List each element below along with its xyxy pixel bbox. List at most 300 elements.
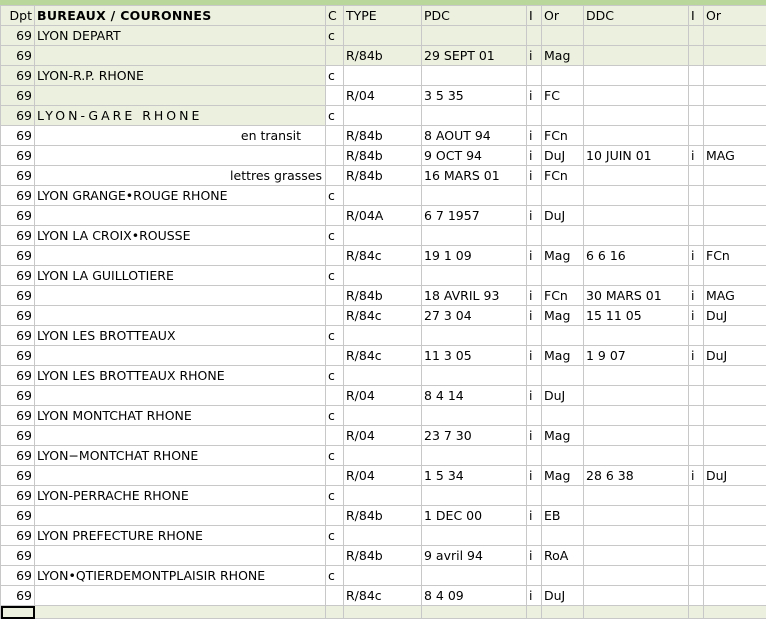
cell-ddc[interactable]: 15 11 05	[584, 306, 689, 326]
cell-c[interactable]	[326, 146, 344, 166]
cell-bureau[interactable]	[35, 446, 326, 466]
cell-c[interactable]	[326, 206, 344, 226]
cell-dpt[interactable]: 69	[1, 206, 35, 226]
cell-i1[interactable]: i	[527, 386, 542, 406]
cell-type[interactable]: R/04	[344, 86, 422, 106]
cell-ddc[interactable]	[584, 406, 689, 426]
cell-i1[interactable]	[527, 566, 542, 586]
cell-or1[interactable]: Mag	[542, 466, 584, 486]
cell-or1[interactable]	[542, 526, 584, 546]
cell-i1[interactable]: i	[527, 166, 542, 186]
cell-ddc[interactable]	[584, 266, 689, 286]
selected-cell[interactable]	[1, 606, 35, 619]
cell-c[interactable]	[326, 86, 344, 106]
cell-bureau[interactable]	[35, 186, 326, 206]
cell-type[interactable]: R/04A	[344, 206, 422, 226]
cell-dpt[interactable]: 69	[1, 566, 35, 586]
cell-or2[interactable]	[704, 186, 766, 206]
cell-c[interactable]: c	[326, 366, 344, 386]
cell-i2[interactable]	[689, 46, 704, 66]
cell-i2[interactable]	[689, 386, 704, 406]
cell-dpt[interactable]: 69	[1, 46, 35, 66]
cell-pdc[interactable]	[422, 486, 527, 506]
cell-bureau[interactable]	[35, 506, 326, 526]
cell-c[interactable]	[326, 306, 344, 326]
cell-or1[interactable]	[542, 266, 584, 286]
cell-or2[interactable]	[704, 586, 766, 606]
cell-or1[interactable]: DuJ	[542, 146, 584, 166]
cell-dpt[interactable]: 69	[1, 446, 35, 466]
cell-dpt[interactable]: 69	[1, 326, 35, 346]
cell-type[interactable]: R/84b	[344, 126, 422, 146]
cell-or1[interactable]: EB	[542, 506, 584, 526]
header-i1[interactable]: I	[527, 6, 542, 26]
cell-pdc[interactable]: 8 4 09	[422, 586, 527, 606]
cell-i2[interactable]: i	[689, 246, 704, 266]
cell-type[interactable]	[344, 266, 422, 286]
cell-type[interactable]	[344, 366, 422, 386]
cell-or1[interactable]: DuJ	[542, 386, 584, 406]
cell-c[interactable]	[326, 166, 344, 186]
cell-or2[interactable]	[704, 126, 766, 146]
cell-i2[interactable]	[689, 206, 704, 226]
cell-type[interactable]: R/84b	[344, 46, 422, 66]
cell-c[interactable]: c	[326, 186, 344, 206]
cell-c[interactable]: c	[326, 106, 344, 126]
cell-i2[interactable]	[689, 486, 704, 506]
cell-ddc[interactable]	[584, 526, 689, 546]
cell-bureau[interactable]	[35, 46, 326, 66]
cell-bureau[interactable]	[35, 586, 326, 606]
cell-type[interactable]: R/04	[344, 426, 422, 446]
cell-or2[interactable]: DuJ	[704, 466, 766, 486]
cell-c[interactable]	[326, 46, 344, 66]
cell-bureau[interactable]	[35, 546, 326, 566]
cell-i1[interactable]	[527, 326, 542, 346]
cell-ddc[interactable]	[584, 366, 689, 386]
cell-or1[interactable]	[542, 26, 584, 46]
cell-type[interactable]: R/84c	[344, 246, 422, 266]
cell-ddc[interactable]	[584, 226, 689, 246]
cell-i1[interactable]: i	[527, 506, 542, 526]
cell-or2[interactable]: DuJ	[704, 346, 766, 366]
cell-dpt[interactable]: 69	[1, 546, 35, 566]
cell-c[interactable]: c	[326, 526, 344, 546]
cell-or2[interactable]: DuJ	[704, 306, 766, 326]
cell-or1[interactable]: FCn	[542, 126, 584, 146]
empty-cell[interactable]	[584, 606, 689, 619]
cell-c[interactable]: c	[326, 486, 344, 506]
cell-c[interactable]: c	[326, 326, 344, 346]
cell-type[interactable]: R/04	[344, 466, 422, 486]
cell-bureau[interactable]	[35, 326, 326, 346]
cell-dpt[interactable]: 69	[1, 226, 35, 246]
cell-c[interactable]: c	[326, 66, 344, 86]
cell-i1[interactable]	[527, 66, 542, 86]
cell-or1[interactable]	[542, 326, 584, 346]
cell-c[interactable]: c	[326, 266, 344, 286]
cell-bureau[interactable]	[35, 526, 326, 546]
cell-pdc[interactable]	[422, 446, 527, 466]
cell-or2[interactable]	[704, 166, 766, 186]
cell-or2[interactable]: MAG	[704, 146, 766, 166]
cell-pdc[interactable]: 16 MARS 01	[422, 166, 527, 186]
cell-i1[interactable]	[527, 106, 542, 126]
header-ddc[interactable]: DDC	[584, 6, 689, 26]
cell-ddc[interactable]	[584, 426, 689, 446]
cell-pdc[interactable]: 3 5 35	[422, 86, 527, 106]
cell-bureau[interactable]	[35, 146, 326, 166]
cell-pdc[interactable]: 23 7 30	[422, 426, 527, 446]
cell-or1[interactable]	[542, 566, 584, 586]
cell-dpt[interactable]: 69	[1, 486, 35, 506]
cell-dpt[interactable]: 69	[1, 126, 35, 146]
cell-or2[interactable]	[704, 66, 766, 86]
cell-i2[interactable]	[689, 526, 704, 546]
cell-i1[interactable]: i	[527, 586, 542, 606]
cell-dpt[interactable]: 69	[1, 346, 35, 366]
cell-c[interactable]	[326, 546, 344, 566]
cell-pdc[interactable]	[422, 106, 527, 126]
cell-or1[interactable]: Mag	[542, 346, 584, 366]
cell-i1[interactable]	[527, 526, 542, 546]
cell-pdc[interactable]	[422, 326, 527, 346]
cell-ddc[interactable]	[584, 26, 689, 46]
cell-dpt[interactable]: 69	[1, 426, 35, 446]
cell-i2[interactable]: i	[689, 306, 704, 326]
cell-i2[interactable]	[689, 126, 704, 146]
cell-type[interactable]: R/04	[344, 386, 422, 406]
cell-bureau[interactable]	[35, 306, 326, 326]
cell-c[interactable]: c	[326, 446, 344, 466]
cell-i1[interactable]: i	[527, 466, 542, 486]
cell-i2[interactable]	[689, 506, 704, 526]
cell-bureau[interactable]	[35, 86, 326, 106]
cell-c[interactable]: c	[326, 226, 344, 246]
cell-c[interactable]	[326, 126, 344, 146]
cell-i1[interactable]: i	[527, 426, 542, 446]
cell-bureau[interactable]	[35, 166, 326, 186]
cell-pdc[interactable]: 6 7 1957	[422, 206, 527, 226]
cell-ddc[interactable]	[584, 446, 689, 466]
cell-or1[interactable]	[542, 486, 584, 506]
cell-i2[interactable]	[689, 366, 704, 386]
cell-pdc[interactable]	[422, 406, 527, 426]
cell-i1[interactable]: i	[527, 546, 542, 566]
cell-type[interactable]: R/84c	[344, 586, 422, 606]
cell-ddc[interactable]	[584, 86, 689, 106]
header-c[interactable]: C	[326, 6, 344, 26]
header-bureaux[interactable]: BUREAUX / COURONNES	[35, 6, 326, 26]
cell-bureau[interactable]	[35, 266, 326, 286]
cell-bureau[interactable]	[35, 26, 326, 46]
cell-or2[interactable]	[704, 26, 766, 46]
cell-i2[interactable]	[689, 66, 704, 86]
cell-pdc[interactable]	[422, 186, 527, 206]
cell-pdc[interactable]: 11 3 05	[422, 346, 527, 366]
cell-pdc[interactable]	[422, 26, 527, 46]
cell-ddc[interactable]	[584, 186, 689, 206]
cell-or2[interactable]	[704, 546, 766, 566]
cell-dpt[interactable]: 69	[1, 306, 35, 326]
cell-or1[interactable]: RoA	[542, 546, 584, 566]
cell-i2[interactable]	[689, 86, 704, 106]
cell-type[interactable]	[344, 406, 422, 426]
cell-or1[interactable]: FCn	[542, 286, 584, 306]
cell-i1[interactable]	[527, 446, 542, 466]
cell-i2[interactable]	[689, 106, 704, 126]
cell-or2[interactable]	[704, 426, 766, 446]
empty-cell[interactable]	[344, 606, 422, 619]
cell-i1[interactable]: i	[527, 206, 542, 226]
cell-c[interactable]	[326, 286, 344, 306]
cell-i2[interactable]	[689, 586, 704, 606]
cell-i2[interactable]	[689, 546, 704, 566]
cell-i1[interactable]	[527, 266, 542, 286]
cell-type[interactable]: R/84b	[344, 146, 422, 166]
cell-pdc[interactable]: 27 3 04	[422, 306, 527, 326]
cell-pdc[interactable]: 8 4 14	[422, 386, 527, 406]
cell-i2[interactable]	[689, 26, 704, 46]
cell-bureau[interactable]	[35, 466, 326, 486]
cell-pdc[interactable]	[422, 266, 527, 286]
cell-i2[interactable]	[689, 226, 704, 246]
cell-i1[interactable]: i	[527, 346, 542, 366]
cell-pdc[interactable]	[422, 226, 527, 246]
cell-or1[interactable]	[542, 66, 584, 86]
cell-bureau[interactable]	[35, 126, 326, 146]
cell-i1[interactable]: i	[527, 246, 542, 266]
cell-type[interactable]	[344, 526, 422, 546]
header-dpt[interactable]: Dpt	[1, 6, 35, 26]
cell-i1[interactable]: i	[527, 46, 542, 66]
cell-or2[interactable]	[704, 446, 766, 466]
cell-or2[interactable]	[704, 106, 766, 126]
cell-bureau[interactable]	[35, 406, 326, 426]
cell-type[interactable]: R/84b	[344, 546, 422, 566]
cell-ddc[interactable]	[584, 106, 689, 126]
cell-pdc[interactable]: 8 AOUT 94	[422, 126, 527, 146]
cell-dpt[interactable]: 69	[1, 186, 35, 206]
cell-ddc[interactable]	[584, 166, 689, 186]
cell-c[interactable]	[326, 586, 344, 606]
cell-ddc[interactable]	[584, 46, 689, 66]
cell-c[interactable]: c	[326, 26, 344, 46]
cell-i1[interactable]: i	[527, 286, 542, 306]
cell-type[interactable]: R/84b	[344, 286, 422, 306]
cell-pdc[interactable]	[422, 366, 527, 386]
cell-bureau[interactable]	[35, 486, 326, 506]
cell-i2[interactable]: i	[689, 286, 704, 306]
empty-cell[interactable]	[704, 606, 766, 619]
cell-dpt[interactable]: 69	[1, 366, 35, 386]
cell-or2[interactable]	[704, 366, 766, 386]
cell-ddc[interactable]: 30 MARS 01	[584, 286, 689, 306]
cell-pdc[interactable]: 19 1 09	[422, 246, 527, 266]
cell-type[interactable]	[344, 446, 422, 466]
cell-ddc[interactable]	[584, 326, 689, 346]
cell-ddc[interactable]: 10 JUIN 01	[584, 146, 689, 166]
cell-ddc[interactable]	[584, 566, 689, 586]
empty-cell[interactable]	[35, 606, 326, 619]
cell-or1[interactable]: Mag	[542, 426, 584, 446]
cell-i2[interactable]	[689, 266, 704, 286]
cell-dpt[interactable]: 69	[1, 266, 35, 286]
cell-type[interactable]: R/84c	[344, 306, 422, 326]
cell-i2[interactable]	[689, 326, 704, 346]
cell-bureau[interactable]	[35, 106, 326, 126]
cell-i2[interactable]	[689, 406, 704, 426]
cell-dpt[interactable]: 69	[1, 406, 35, 426]
cell-i2[interactable]: i	[689, 466, 704, 486]
cell-dpt[interactable]: 69	[1, 466, 35, 486]
cell-i1[interactable]: i	[527, 306, 542, 326]
cell-ddc[interactable]	[584, 126, 689, 146]
cell-or1[interactable]: Mag	[542, 306, 584, 326]
header-or2[interactable]: Or	[704, 6, 766, 26]
cell-dpt[interactable]: 69	[1, 526, 35, 546]
cell-or1[interactable]	[542, 186, 584, 206]
empty-cell[interactable]	[422, 606, 527, 619]
cell-dpt[interactable]: 69	[1, 286, 35, 306]
cell-type[interactable]	[344, 66, 422, 86]
cell-bureau[interactable]	[35, 226, 326, 246]
cell-or2[interactable]	[704, 406, 766, 426]
cell-pdc[interactable]	[422, 566, 527, 586]
cell-ddc[interactable]	[584, 506, 689, 526]
cell-i2[interactable]: i	[689, 346, 704, 366]
cell-dpt[interactable]: 69	[1, 506, 35, 526]
cell-i1[interactable]: i	[527, 146, 542, 166]
cell-bureau[interactable]	[35, 346, 326, 366]
cell-i2[interactable]	[689, 186, 704, 206]
cell-i2[interactable]	[689, 426, 704, 446]
cell-i1[interactable]	[527, 26, 542, 46]
cell-i1[interactable]	[527, 226, 542, 246]
cell-c[interactable]	[326, 506, 344, 526]
cell-type[interactable]	[344, 326, 422, 346]
cell-or1[interactable]	[542, 106, 584, 126]
cell-or2[interactable]: FCn	[704, 246, 766, 266]
cell-or1[interactable]	[542, 406, 584, 426]
cell-i1[interactable]	[527, 366, 542, 386]
empty-cell[interactable]	[689, 606, 704, 619]
cell-type[interactable]	[344, 106, 422, 126]
cell-ddc[interactable]: 6 6 16	[584, 246, 689, 266]
cell-or2[interactable]	[704, 326, 766, 346]
cell-i2[interactable]	[689, 566, 704, 586]
cell-pdc[interactable]: 29 SEPT 01	[422, 46, 527, 66]
cell-bureau[interactable]	[35, 366, 326, 386]
cell-bureau[interactable]	[35, 426, 326, 446]
cell-dpt[interactable]: 69	[1, 246, 35, 266]
cell-pdc[interactable]: 9 OCT 94	[422, 146, 527, 166]
header-type[interactable]: TYPE	[344, 6, 422, 26]
cell-dpt[interactable]: 69	[1, 146, 35, 166]
cell-bureau[interactable]	[35, 566, 326, 586]
cell-ddc[interactable]: 28 6 38	[584, 466, 689, 486]
cell-or2[interactable]	[704, 566, 766, 586]
cell-ddc[interactable]	[584, 486, 689, 506]
empty-cell[interactable]	[527, 606, 542, 619]
cell-dpt[interactable]: 69	[1, 106, 35, 126]
cell-type[interactable]: R/84c	[344, 346, 422, 366]
cell-type[interactable]: R/84b	[344, 166, 422, 186]
cell-ddc[interactable]	[584, 206, 689, 226]
cell-or1[interactable]	[542, 226, 584, 246]
cell-i1[interactable]	[527, 406, 542, 426]
cell-or1[interactable]	[542, 446, 584, 466]
cell-i1[interactable]	[527, 186, 542, 206]
cell-or2[interactable]	[704, 206, 766, 226]
cell-i2[interactable]	[689, 166, 704, 186]
header-pdc[interactable]: PDC	[422, 6, 527, 26]
cell-c[interactable]	[326, 386, 344, 406]
cell-dpt[interactable]: 69	[1, 586, 35, 606]
cell-or1[interactable]: DuJ	[542, 206, 584, 226]
cell-pdc[interactable]	[422, 66, 527, 86]
cell-pdc[interactable]	[422, 526, 527, 546]
cell-type[interactable]	[344, 566, 422, 586]
cell-bureau[interactable]	[35, 386, 326, 406]
cell-or2[interactable]	[704, 486, 766, 506]
cell-ddc[interactable]: 1 9 07	[584, 346, 689, 366]
empty-cell[interactable]	[326, 606, 344, 619]
header-i2[interactable]: I	[689, 6, 704, 26]
cell-i1[interactable]	[527, 486, 542, 506]
cell-dpt[interactable]: 69	[1, 26, 35, 46]
cell-c[interactable]: c	[326, 566, 344, 586]
cell-bureau[interactable]	[35, 66, 326, 86]
cell-c[interactable]	[326, 466, 344, 486]
cell-or2[interactable]: MAG	[704, 286, 766, 306]
cell-ddc[interactable]	[584, 586, 689, 606]
cell-or2[interactable]	[704, 266, 766, 286]
cell-dpt[interactable]: 69	[1, 166, 35, 186]
cell-type[interactable]	[344, 186, 422, 206]
cell-pdc[interactable]: 1 5 34	[422, 466, 527, 486]
cell-or2[interactable]	[704, 86, 766, 106]
cell-c[interactable]: c	[326, 406, 344, 426]
cell-or1[interactable]: FCn	[542, 166, 584, 186]
cell-dpt[interactable]: 69	[1, 66, 35, 86]
cell-or2[interactable]	[704, 506, 766, 526]
cell-ddc[interactable]	[584, 386, 689, 406]
cell-i1[interactable]: i	[527, 126, 542, 146]
cell-or1[interactable]	[542, 366, 584, 386]
cell-ddc[interactable]	[584, 66, 689, 86]
cell-pdc[interactable]: 18 AVRIL 93	[422, 286, 527, 306]
cell-i2[interactable]: i	[689, 146, 704, 166]
cell-i2[interactable]	[689, 446, 704, 466]
cell-or2[interactable]	[704, 46, 766, 66]
cell-bureau[interactable]	[35, 246, 326, 266]
cell-or1[interactable]: Mag	[542, 246, 584, 266]
cell-type[interactable]: R/84b	[344, 506, 422, 526]
cell-or2[interactable]	[704, 226, 766, 246]
cell-dpt[interactable]: 69	[1, 86, 35, 106]
cell-c[interactable]	[326, 426, 344, 446]
cell-pdc[interactable]: 9 avril 94	[422, 546, 527, 566]
cell-or1[interactable]: FC	[542, 86, 584, 106]
cell-dpt[interactable]: 69	[1, 386, 35, 406]
cell-type[interactable]	[344, 26, 422, 46]
cell-or2[interactable]	[704, 386, 766, 406]
cell-bureau[interactable]	[35, 206, 326, 226]
header-or1[interactable]: Or	[542, 6, 584, 26]
cell-type[interactable]	[344, 486, 422, 506]
cell-c[interactable]	[326, 246, 344, 266]
